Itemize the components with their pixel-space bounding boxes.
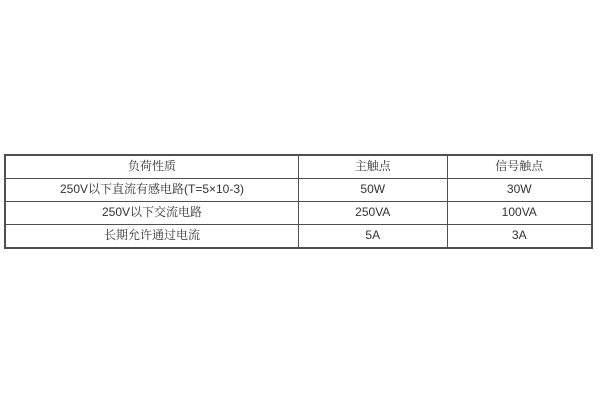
table-row xyxy=(5,179,592,202)
column-header-main-contact: 主触点 xyxy=(299,155,448,179)
cell-main-contact-value: 50W xyxy=(299,179,448,202)
cell-signal-contact-value: 100VA xyxy=(447,202,592,225)
cell-load-type: 长期允许通过电流 xyxy=(5,225,299,249)
cell-signal-contact-value: 30W xyxy=(447,179,592,202)
column-header-load-type: 负荷性质 xyxy=(5,155,299,179)
header-row xyxy=(5,155,592,179)
cell-load-type: 250V以下交流电路 xyxy=(5,202,299,225)
cell-main-contact-value: 5A xyxy=(299,225,448,249)
table-row xyxy=(5,225,592,249)
cell-main-contact-value: 250VA xyxy=(299,202,448,225)
cell-load-type: 250V以下直流有感电路(T=5×10-3) xyxy=(5,179,299,202)
cell-signal-contact-value: 3A xyxy=(447,225,592,249)
table-row xyxy=(5,202,592,225)
column-header-signal-contact: 信号触点 xyxy=(447,155,592,179)
contact-ratings-table xyxy=(4,154,593,249)
